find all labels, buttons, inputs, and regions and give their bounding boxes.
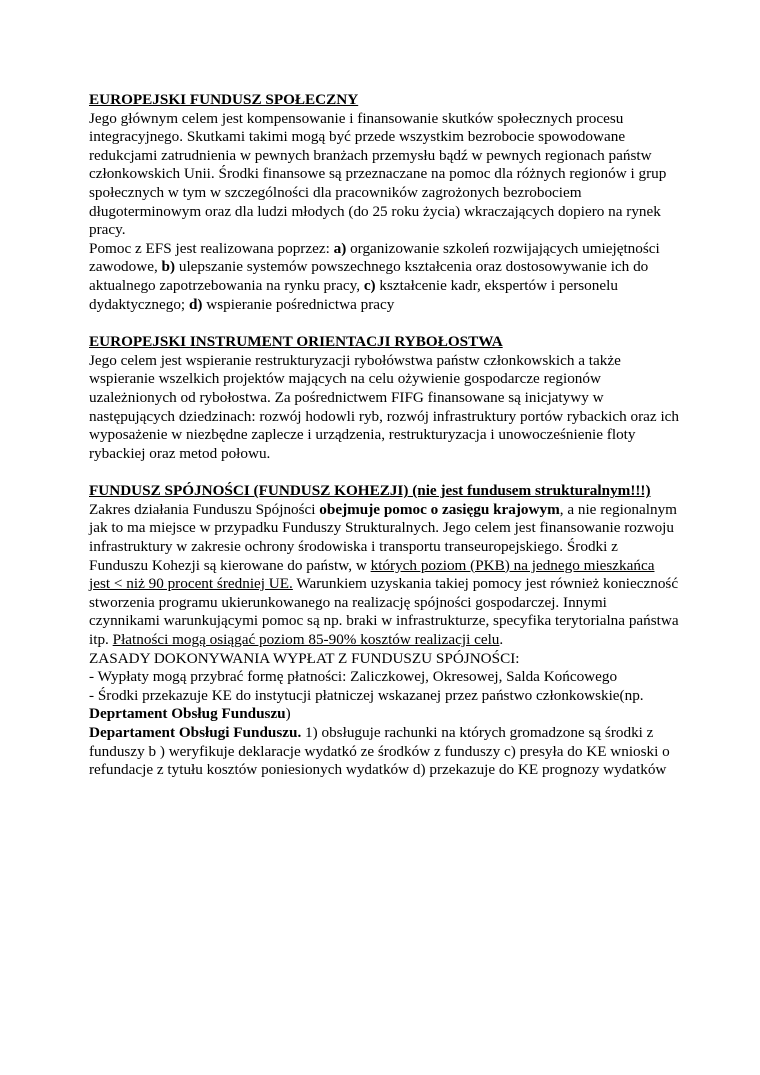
fs-rule-2: [89, 687, 679, 724]
text-run: Zakres działania Funduszu Spójności: [89, 500, 320, 518]
list-text: ulepszanie systemów powszechnego kształcenia oraz dostosowywanie ich do aktualnego zapotrzebowania na rynku pracy,: [89, 258, 649, 294]
list-text: organizowanie szkoleń rozwijających umiejętności zawodowe,: [89, 239, 660, 276]
text-run: 1) obsługuje rachunki na których gromadzone są środki z funduszy b ) weryfikuje deklaracje wydatkó ze środków z funduszy c) presyła do KE wnioski o refundacje z tytułu kosztów poniesionych wydatków d) przekazuje do KE prognozy wydatków: [89, 724, 670, 779]
text-run-bold: obejmuje pomoc o zasięgu krajowym: [319, 500, 560, 518]
text-run: ): [285, 705, 291, 723]
section-heading-efs: EUROPEJSKI FUNDUSZ SPOŁECZNY: [89, 91, 359, 108]
text-run-underlined: których poziom (PKB) na jednego mieszkańca jest < niż 90 procent średniej UE.: [89, 556, 655, 593]
fs-paragraph: [89, 501, 679, 650]
list-letter: a): [333, 239, 347, 257]
list-letter: b): [161, 258, 176, 276]
document-content: [89, 91, 679, 799]
section-efs: [89, 91, 679, 314]
text-run-bold: Departament Obsługi Funduszu.: [89, 724, 302, 741]
fs-rules-title: ZASADY DOKONYWANIA WYPŁAT Z FUNDUSZU SPÓJNOŚCI:: [89, 649, 520, 667]
list-text: kształcenie kadr, ekspertów i personelu dydaktycznego;: [89, 276, 618, 313]
section-heading-fifg: EUROPEJSKI INSTRUMENT ORIENTACJI RYBOŁOSTWA: [89, 333, 503, 351]
text-run: - Środki przekazuje KE do instytucji płatniczej wskazanej przez państwo członkowskie(np.: [89, 686, 644, 704]
fs-rule-1: - Wypłaty mogą przybrać formę płatności: Zaliczkowej, Okresowej, Salda Końcowego: [89, 668, 618, 686]
list-text: wspieranie pośrednictwa pracy: [202, 295, 395, 313]
efs-paragraph-1: Jego głównym celem jest kompensowanie i finansowanie skutków społecznych procesu integracyjnego. Skutkami takimi mogą być przede wszystkim bezrobocie spowodowane redukcjami zatrudnienia w pewnych branżach przemysłu bądź w pewnych regionach państw członkowskich Unii. Środki finansowe są przeznaczane na pomoc dla różnych regionów i grup społecznych w tym w szczególności dla pracowników zagrożonych bezrobociem długoterminowym oraz dla ludzi młodych (do 25 roku życia) wkraczających dopiero na rynek pracy.: [89, 109, 667, 239]
section-heading-fs: FUNDUSZ SPÓJNOŚCI (FUNDUSZ KOHEZJI) (nie jest fundusem strukturalnym!!!): [89, 482, 651, 500]
section-fs: [89, 482, 679, 780]
text-run: Warunkiem uzyskania takiej pomocy jest również konieczność stworzenia programu ukierunkowanego na realizację spójności gospodarczej. Innymi czynnikami warunkującymi pomoc są np. braki w infrastrukturze, specyfika terytorialna państwa itp.: [89, 575, 679, 649]
text-run-bold: Deprtament Obsług Funduszu: [89, 705, 286, 723]
fifg-paragraph: Jego celem jest wspieranie restrukturyzacji rybołówstwa państw członkowskich a także wspieranie wszelkich projektów mających na celu ożywienie gospodarcze regionów uzależnionych od rybołostwa. Za pośrednictwem FIFG finansowane są inicjatywy w następujących dziedzinach: rozwój hodowli ryb, rozwój infrastruktury portów rybackich oraz ich wyposażenie w niezbędne zaplecze i urządzenia, restrukturyzacja i unowocześnienie floty rybackiej oraz metod połowu.: [89, 351, 679, 462]
text-run-underlined: Płatności mogą osiągać poziom 85-90% kosztów realizacji celu: [112, 631, 500, 649]
fs-department: [89, 724, 679, 780]
efs-paragraph-2: [89, 240, 679, 314]
list-letter: c): [363, 276, 376, 294]
text-run: .: [499, 631, 504, 649]
efs-paragraph-2-intro: Pomoc z EFS jest realizowana poprzez:: [89, 239, 334, 257]
text-run: , a nie regionalnym jak to ma miejsce w przypadku Funduszy Strukturalnych. Jego celem jest finansowanie rozwoju infrastruktury w zakresie ochrony środowiska i transportu transeuropejskiego. Środki z Funduszu Kohezji są kierowane do państw, w: [89, 500, 677, 574]
list-letter: d): [188, 295, 203, 313]
section-fifg: [89, 333, 679, 463]
